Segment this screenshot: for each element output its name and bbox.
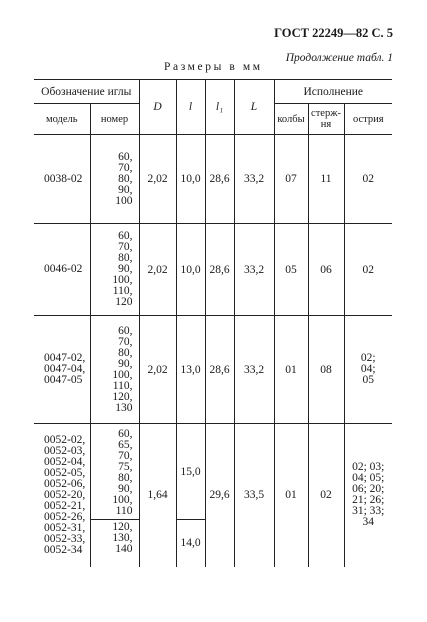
needle-dimensions-table [34, 79, 392, 567]
header-number: номер [90, 104, 139, 135]
sterzhnya-cell: 02 [308, 424, 344, 567]
D-cell: 2,02 [139, 135, 176, 224]
ostriya-cell: 02 [344, 224, 392, 316]
kolby-cell: 07 [274, 135, 308, 224]
header-L: L [234, 80, 274, 135]
ostriya-cell: 02 [344, 135, 392, 224]
l-cell: 10,0 [176, 224, 205, 316]
number-cell: 60, 65, 70, 75, 80, 90, 100, 110 [90, 424, 139, 520]
sterzhnya-cell: 11 [308, 135, 344, 224]
sterzhnya-cell: 06 [308, 224, 344, 316]
l1-cell: 29,6 [205, 424, 234, 567]
header-execution: Исполнение [274, 80, 392, 104]
L-cell: 33,5 [234, 424, 274, 567]
table-continuation-label: Продолжение табл. 1 [285, 52, 393, 64]
model-cell: 0046-02 [34, 224, 90, 316]
D-cell: 2,02 [139, 316, 176, 424]
model-cell: 0038-02 [34, 135, 90, 224]
header-sterzhnya: стерж- ня [308, 104, 344, 135]
l-cell: 13,0 [176, 316, 205, 424]
units-label: Размеры в мм [164, 61, 263, 73]
L-cell: 33,2 [234, 316, 274, 424]
header-D: D [139, 80, 176, 135]
l-cell: 15,0 [176, 424, 205, 520]
number-cell: 120, 130, 140 [90, 520, 139, 567]
l1-cell: 28,6 [205, 224, 234, 316]
table-row [34, 424, 392, 520]
header-kolby: колбы [274, 104, 308, 135]
number-cell: 60, 70, 80, 90, 100, 110, 120, 130 [90, 316, 139, 424]
header-model: модель [34, 104, 90, 135]
model-cell: 0052-02, 0052-03, 0052-04, 0052-05, 0052-06, 0052-20, 0052-21, 0052-26, 0052-31, 0052-33, 0052-34 [44, 433, 86, 556]
ostriya-cell: 02; 03; 04; 05; 06; 20; 21; 26; 31; 33; 34 [344, 424, 392, 567]
D-cell: 1,64 [139, 424, 176, 567]
header-l: l [176, 80, 205, 135]
ostriya-cell: 02; 04; 05 [344, 316, 392, 424]
L-cell: 33,2 [234, 224, 274, 316]
table-row [34, 316, 392, 424]
number-cell: 60, 70, 80, 90, 100 [90, 135, 139, 224]
l1-cell: 28,6 [205, 135, 234, 224]
kolby-cell: 01 [274, 424, 308, 567]
table-row [34, 135, 392, 224]
header-ostriya: острия [344, 104, 392, 135]
L-cell: 33,2 [234, 135, 274, 224]
document-header: ГОСТ 22249—82 С. 5 [274, 26, 393, 40]
kolby-cell: 05 [274, 224, 308, 316]
l1-cell: 28,6 [205, 316, 234, 424]
kolby-cell: 01 [274, 316, 308, 424]
table-row [34, 224, 392, 316]
header-l1: l₁ [205, 80, 234, 135]
number-cell: 60, 70, 80, 90, 100, 110, 120 [90, 224, 139, 316]
D-cell: 2,02 [139, 224, 176, 316]
l-cell: 10,0 [176, 135, 205, 224]
l-cell: 14,0 [176, 520, 205, 567]
model-cell: 0047-02, 0047-04, 0047-05 [34, 316, 90, 424]
header-designation: Обозначение иглы [34, 80, 139, 104]
sterzhnya-cell: 08 [308, 316, 344, 424]
